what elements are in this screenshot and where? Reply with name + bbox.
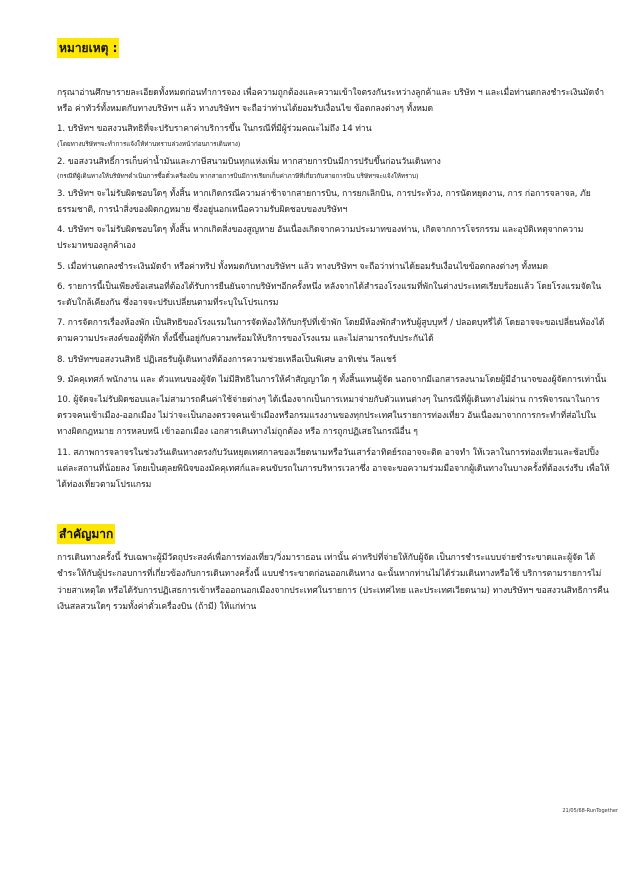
remarks-heading: หมายเหตุ : [57,38,119,58]
note-item-4: 4. บริษัทฯ จะไม่รับผิดชอบใดๆ ทั้งสิ้น หากเกิดสิ่งของสูญหาย อันเนื่องเกิดจากความประมาทของท่าน, เกิดจากการโจรกรรม และอุบัติเหตุจากความประมาทของลูกค้าเอง [57,225,584,252]
note-item-11: 11. สภาพการจลาจรในช่วงวันเดินทางตรงกับวันหยุดเทศกาลของเวียดนามหรือวันเสาร์อาทิตย์รถอาจจะติด อาจทำ ให้เวลาในการท่องเที่ยวและช้อปปิ้งแต่ละสถานที่น้อยลง โดยเป็นดุลยพินิจของมัคคุเทศก์และคนขับรถในการบริหารเวลาซึ่ง อาจจะขอความร่วมมือจากผู้เดินทางในบางครั้งที่ต้องเร่งรีบ เพื่อให้ได้ท่องเที่ยวตามโปรแกรม [57,447,610,491]
note-item-9: 9. มัคคุเทศก์ พนักงาน และ ตัวแทนของผู้จัด ไม่มีสิทธิในการให้คำสัญญาใด ๆ ทั้งสิ้นแทนผู้จัด นอกจากมีเอกสารลงนามโดยผู้มีอำนาจของผู้จัดการเท่านั้น [57,374,607,385]
note-item-8: 8. บริษัทฯขอสงวนสิทธิ ปฏิเสธรับผู้เดินทางที่ต้องการความช่วยเหลือเป็นพิเศษ อาทิเช่น วีลแชร์ [57,354,397,365]
note-item-2-sub: (กรณีที่ผู้เดินทางให้บริษัทฯดำเนินการซื้อตั๋วเครื่องบิน หากสายการบินมีการเรียกเก็บค่าภาษีที่เกี่ยวกับสายการบิน บริษัทฯจะแจ้งให้ทราบ) [57,171,419,180]
important-heading-wrap [57,524,610,544]
note-item-5: 5. เมื่อท่านตกลงชำระเงินมัดจำ หรือค่าทริป ทั้งหมดกับทางบริษัทฯ แล้ว ทางบริษัทฯ จะถือว่าท่านได้ยอมรับเงื่อนไขข้อตกลงต่างๆ ทั้งหมด [57,261,548,272]
remarks-heading-wrap [57,38,610,58]
note-item-3: 3. บริษัทฯ จะไม่รับผิดชอบใดๆ ทั้งสิ้น หากเกิดกรณีความล่าช้าจากสายการบิน, การยกเลิกบิน, การประท้วง, การนัดหยุดงาน, การ ก่อการจลาจล, ภัยธรรมชาติ, การนำสิ่งของผิดกฎหมาย ซึ่งอยู่นอกเหนือความรับผิดชอบของบริษัทฯ [57,188,591,216]
note-item-10: 10. ผู้จัดจะไม่รับผิดชอบและไม่สามารถคืนค่าใช้จ่ายต่างๆ ได้เนื่องจากเป็นการเหมาจ่ายกับตัวแทนต่างๆ ในกรณีที่ผู้เดินทางไม่ผ่าน การพิจารณาในการตรวจคนเข้าเมือง-ออกเมือง ไม่ว่าจะเป็นกองตรวจคนเข้าเมืองหรือกรมแรงงานของทุกประเทศในรายการท่องเที่ยว อันเนื่องมาจากการกระทำที่ส่อไปในทางผิดกฎหมาย การหลบหนี เข้าออกเมือง เอกสารเดินทางไม่ถูกต้อง หรือ การถูกปฏิเสธในกรณีอื่น ๆ [57,395,600,438]
important-paragraph: การเดินทางครั้งนี้ รับเฉพาะผู้มีวัตถุประสงค์เพื่อการท่องเที่ยว/วิ่งมาราธอน เท่านั้น ค่าทริปที่จ่ายให้กับผู้จัด เป็นการชำระแบบจ่ายชำระขาดและผู้จัด ได้ชำระให้กับผู้ประกอบการที่เกี่ยวข้องกับการเดินทางครั้งนี้ แบบชำระขาดก่อนออกเดินทาง ฉะนั้นหากท่านไม่ได้ร่วมเดินทางหรือใช้ บริการตามรายการไม่ว่ายสาเหตุใด หรือได้รับการปฏิเสธการเข้าหรือออกนอกเมืองจากประเทศในรายการ (ประเทศไทย และประเทศเวียดนาม) ทางบริษัทฯ ขอสงวนสิทธิการคืนเงินสลสวนใดๆ รวมทั้งค่าตั๋วเครื่องบิน (ถ้ามี) ให้แก่ท่าน [57,553,609,612]
intro-paragraph: กรุณาอ่านศึกษารายละเอียดทั้งหมดก่อนทำการจอง เพื่อความถูกต้องและความเข้าใจตรงกันระหว่างลูกค้าและ บริษัท ฯ และเมื่อท่านตกลงชำระเงินมัดจำหรือ ค่าทัวร์ทั้งหมดกับทางบริษัทฯ แล้ว ทางบริษัทฯ จะถือว่าท่านได้ยอมรับเงื่อนไข ข้อตกลงต่างๆ ทั้งหมด [57,88,605,115]
footer-stamp: 21/05/68-RunTogether [562,808,618,814]
note-item-6: 6. รายการนี้เป็นเพียงข้อเสนอที่ต้องได้รับการยืนยันจากบริษัทฯอีกครั้งหนึ่ง หลังจากได้สำรองโรงแรมที่พักในต่างประเทศเรียบร้อยแล้ว โดยโรงแรมจัดในระดับใกล้เคียงกัน ซึ่งอาจจะปรับเปลี่ยนตามที่ระบุในโปรแกรม [57,281,602,309]
note-item-7: 7. การจัดการเรื่องห้องพัก เป็นสิทธิของโรงแรมในการจัดห้องให้กับกรุ๊ปที่เข้าพัก โดยมีห้องพักสำหรับผู้สูบบุหรี่ / ปลอดบุหรี่ได้ โดยอาจจะขอเปลี่ยนห้องได้ตามความประสงค์ของผู้ที่พัก ทั้งนี้ขึ้นอยู่กับความพร้อมให้บริการของโรงแรม และไม่สามารถรับประกันได้ [57,318,605,345]
important-heading: สำคัญมาก [57,524,115,544]
note-item-1: 1. บริษัทฯ ขอสงวนสิทธิที่จะปรับราคาค่าบริการขึ้น ในกรณีที่มีผู้ร่วมคณะไม่ถึง 14 ท่าน [57,124,372,135]
note-item-1-sub: (โดยทางบริษัทฯจะทำการแจ้งให้ท่านทราบล่วงหน้าก่อนการเดินทาง) [57,139,241,148]
note-item-2: 2. ขอสงวนสิทธิ์การเก็บค่าน้ำมันและภาษีสนามบินทุกแห่งเพิ่ม หากสายการบินมีการปรับขึ้นก่อนวันเดินทาง [57,156,441,167]
